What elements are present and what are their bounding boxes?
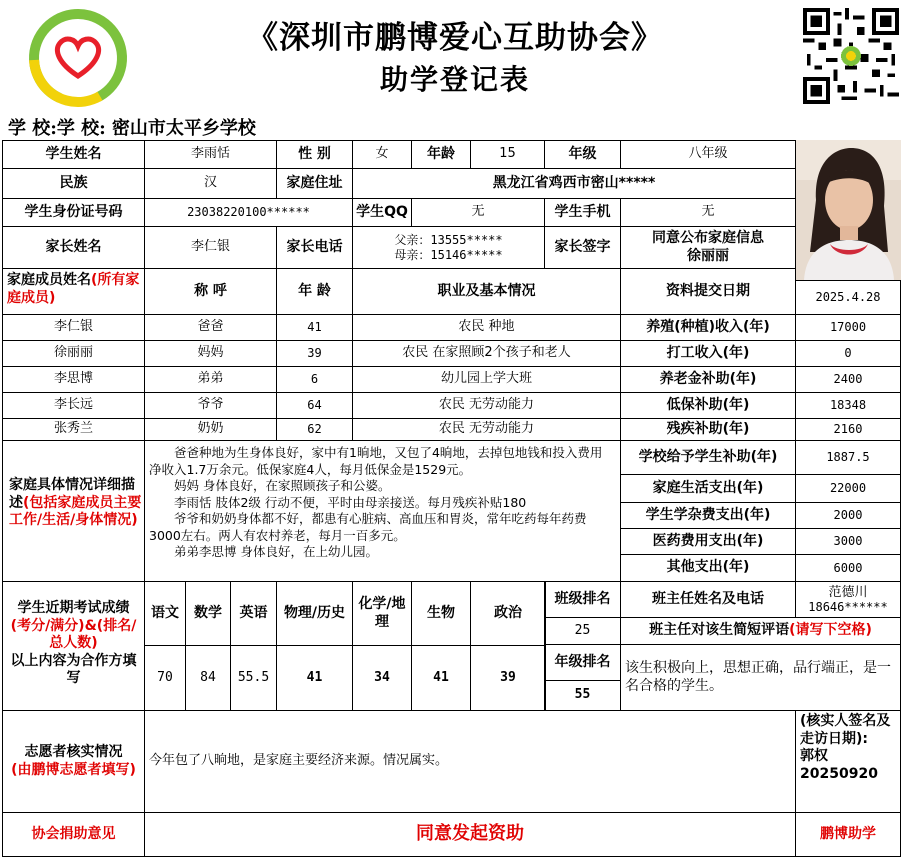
subject-score: 34 <box>352 645 412 711</box>
teacher-comment: 该生积极向上，思想正确，品行端正，是一名合格的学生。 <box>620 644 901 711</box>
family-members-label <box>2 268 145 315</box>
gender-label: 性 别 <box>276 140 353 169</box>
member-job: 农民 无劳动能力 <box>352 392 621 419</box>
member-relation: 弟弟 <box>144 366 277 393</box>
subject-header: 英语 <box>230 581 277 646</box>
ethnicity-label: 民族 <box>2 168 145 199</box>
income-value: 2400 <box>795 366 901 393</box>
qq-value: 无 <box>411 198 545 227</box>
student-name-label: 学生姓名 <box>2 140 145 169</box>
member-name: 徐丽丽 <box>2 340 145 367</box>
member-age: 41 <box>276 314 353 341</box>
qr-code-icon <box>803 8 899 104</box>
teacher-name: 范德川 <box>828 584 868 600</box>
subject-header: 数学 <box>185 581 231 646</box>
student-name: 李雨恬 <box>144 140 277 169</box>
id-value: 23038220100****** <box>144 198 353 227</box>
parent-phone-label: 家长电话 <box>276 226 353 269</box>
opinion-value: 同意发起资助 <box>144 812 796 857</box>
consent-cell <box>620 226 796 269</box>
expense-label: 其他支出(年) <box>620 554 796 582</box>
family-detail-label-note: (包括家庭成员主要工作/生活/身体情况) <box>9 494 142 528</box>
detail-paragraph: 爷爷和奶奶身体都不好，都患有心脏病、高血压和胃炎，常年吃药每年药费3000左右。两人有农村养老，每月一百多元。 <box>149 511 587 543</box>
member-age: 6 <box>276 366 353 393</box>
submit-date-label: 资料提交日期 <box>620 268 796 315</box>
subject-header: 生物 <box>411 581 471 646</box>
teacher-label: 班主任姓名及电话 <box>620 581 796 618</box>
qq-label: 学生QQ <box>352 198 412 227</box>
expense-value: 1887.5 <box>795 440 901 475</box>
expense-value: 3000 <box>795 528 901 555</box>
age-value: 15 <box>470 140 545 169</box>
income-value: 2160 <box>795 418 901 441</box>
job-header: 职业及基本情况 <box>352 268 621 315</box>
detail-paragraph: 弟弟李思博 身体良好，在上幼儿园。 <box>174 544 378 559</box>
family-detail-label-main: 家庭具体情况详细描述 <box>9 477 135 511</box>
scores-label-note: (考分/满分)&(排名/总人数) <box>10 617 137 651</box>
income-label: 养殖(种植)收入(年) <box>620 314 796 341</box>
parent-phone <box>352 226 545 269</box>
member-age: 39 <box>276 340 353 367</box>
expense-value: 22000 <box>795 474 901 503</box>
relation-header: 称 呼 <box>144 268 277 315</box>
phone-label: 学生手机 <box>544 198 621 227</box>
family-detail-text <box>144 440 621 582</box>
grade-rank: 55 <box>544 680 621 711</box>
parent-signature: 徐丽丽 <box>687 247 729 264</box>
volunteer-label-note: (由鹏博志愿者填写) <box>11 761 136 778</box>
father-phone: 父亲：13555***** <box>394 232 503 247</box>
parent-sign-label: 家长签字 <box>544 226 621 269</box>
volunteer-sign-label: (核实人签名及走访日期): <box>800 713 891 747</box>
phone-value: 无 <box>620 198 796 227</box>
consent-label: 同意公布家庭信息 <box>652 230 764 246</box>
subject-score: 55.5 <box>230 645 277 711</box>
age-header: 年 龄 <box>276 268 353 315</box>
comment-label: 班主任对该生简短评语 <box>649 622 790 639</box>
volunteer-label <box>2 710 145 813</box>
expense-label: 家庭生活支出(年) <box>620 474 796 503</box>
teacher-contact <box>795 581 901 618</box>
member-name: 李思博 <box>2 366 145 393</box>
address-label: 家庭住址 <box>276 168 353 199</box>
gender-value: 女 <box>352 140 412 169</box>
member-name: 李长远 <box>2 392 145 419</box>
subject-score: 41 <box>276 645 353 711</box>
subject-header: 化学/地理 <box>352 581 412 646</box>
income-value: 17000 <box>795 314 901 341</box>
school-name: 密山市太平乡学校 <box>111 118 256 139</box>
subject-score: 41 <box>411 645 471 711</box>
member-job: 农民 无劳动能力 <box>352 418 621 441</box>
family-members-label-main: 家庭成员姓名 <box>7 272 91 288</box>
address-value: 黑龙江省鸡西市密山***** <box>352 168 796 199</box>
detail-paragraph: 爸爸种地为生身体良好，家中有1晌地，又包了4晌地，去掉包地钱和投入费用 净收入1.7万余元。低保家庭4人，每月低保金是1529元。 <box>149 445 603 477</box>
comment-label-cell <box>620 617 901 645</box>
form-subtitle: 助学登记表 <box>379 63 530 96</box>
volunteer-sign-cell <box>795 710 901 813</box>
grade-rank-label: 年级排名 <box>544 644 621 681</box>
income-label: 养老金补助(年) <box>620 366 796 393</box>
subject-header: 物理/历史 <box>276 581 353 646</box>
id-label: 学生身份证号码 <box>2 198 145 227</box>
detail-paragraph: 李雨恬 肢体2级 行动不便，平时由母亲接送。每月残疾补贴180 <box>174 494 527 510</box>
expense-label: 学校给予学生补助(年) <box>620 440 796 475</box>
grade-value: 八年级 <box>620 140 796 169</box>
student-photo <box>796 140 901 280</box>
school-line <box>8 114 256 140</box>
income-label: 残疾补助(年) <box>620 418 796 441</box>
family-detail-label <box>2 440 145 582</box>
mother-phone: 母亲：15146***** <box>394 247 503 262</box>
parent-name: 李仁银 <box>144 226 277 269</box>
member-age: 62 <box>276 418 353 441</box>
age-label: 年龄 <box>411 140 471 169</box>
opinion-label: 协会捐助意见 <box>2 812 145 857</box>
comment-label-note: (请写下空格) <box>789 622 872 639</box>
expense-value: 6000 <box>795 554 901 582</box>
income-value: 18348 <box>795 392 901 419</box>
member-age: 64 <box>276 392 353 419</box>
income-label: 低保补助(年) <box>620 392 796 419</box>
school-label: 学 校:学 校: <box>8 118 106 139</box>
subject-score: 39 <box>470 645 546 711</box>
member-relation: 爷爷 <box>144 392 277 419</box>
member-name: 张秀兰 <box>2 418 145 441</box>
scores-label-main: 学生近期考试成绩 <box>17 600 130 616</box>
income-label: 打工收入(年) <box>620 340 796 367</box>
teacher-phone: 18646****** <box>808 600 888 615</box>
submit-date: 2025.4.28 <box>795 280 901 315</box>
expense-label: 学生学杂费支出(年) <box>620 502 796 529</box>
income-value: 0 <box>795 340 901 367</box>
detail-paragraph: 妈妈 身体良好，在家照顾孩子和公婆。 <box>174 478 391 493</box>
member-relation: 奶奶 <box>144 418 277 441</box>
ethnicity-value: 汉 <box>144 168 277 199</box>
expense-label: 医药费用支出(年) <box>620 528 796 555</box>
grade-label: 年级 <box>544 140 621 169</box>
subject-score: 84 <box>185 645 231 711</box>
member-job: 农民 种地 <box>352 314 621 341</box>
volunteer-label-main: 志愿者核实情况 <box>24 744 123 760</box>
parent-name-label: 家长姓名 <box>2 226 145 269</box>
class-rank: 25 <box>544 617 621 645</box>
member-job: 幼儿园上学大班 <box>352 366 621 393</box>
scores-label-tail: 以上内容为合作方填写 <box>10 652 137 686</box>
volunteer-text: 今年包了八晌地，是家庭主要经济来源。情况属实。 <box>144 710 796 813</box>
member-relation: 妈妈 <box>144 340 277 367</box>
member-name: 李仁银 <box>2 314 145 341</box>
member-job: 农民 在家照顾2个孩子和老人 <box>352 340 621 367</box>
member-relation: 爸爸 <box>144 314 277 341</box>
subject-header: 政治 <box>470 581 546 646</box>
family-members-label-note: (所有家庭成员) <box>7 272 140 306</box>
scores-label <box>2 581 145 711</box>
subject-header: 语文 <box>144 581 186 646</box>
subject-score: 70 <box>144 645 186 711</box>
form-title: 《深圳市鹏博爱心互助协会》 <box>247 20 663 56</box>
brand-label: 鹏博助学 <box>795 812 901 857</box>
expense-value: 2000 <box>795 502 901 529</box>
class-rank-label: 班级排名 <box>544 581 621 618</box>
volunteer-signature: 郭权20250920 <box>800 748 878 782</box>
